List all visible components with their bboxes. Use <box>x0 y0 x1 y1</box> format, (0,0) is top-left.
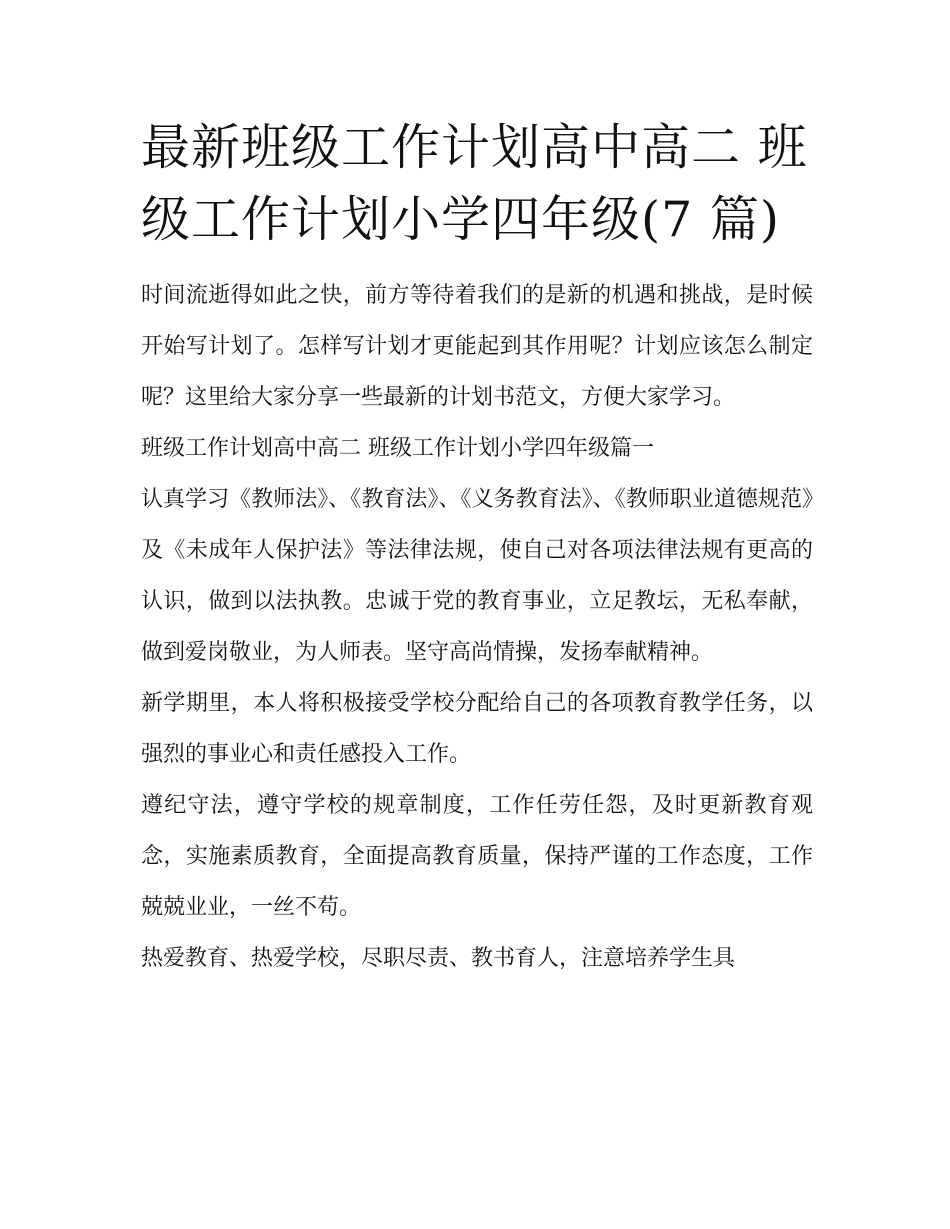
intro-paragraph: 时间流逝得如此之快，前方等待着我们的是新的机遇和挑战，是时候开始写计划了。怎样写计划才更能起到其作用呢？计划应该怎么制定呢？这里给大家分享一些最新的计划书范文，方便大家学习。 <box>141 283 813 410</box>
body-paragraph: 新学期里，本人将积极接受学校分配给自己的各项教育教学任务，以强烈的事业心和责任感投入工作。 <box>141 691 813 767</box>
document-title: 最新班级工作计划高中高二 班级工作计划小学四年级(7 篇) <box>141 119 808 248</box>
body-paragraph: 遵纪守法，遵守学校的规章制度，工作任劳任怨，及时更新教育观念，实施素质教育，全面提高教育质量，保持严谨的工作态度，工作兢兢业业，一丝不苟。 <box>141 793 813 920</box>
body-paragraph: 热爱教育、热爱学校，尽职尽责、教书育人，注意培养学生具 <box>141 946 736 971</box>
body-paragraph: 认真学习《教师法》、《教育法》、《义务教育法》、《教师职业道德规范》及《未成年人保护法》等法律法规，使自己对各项法律法规有更高的认识，做到以法执教。忠诚于党的教育事业，立足教坛，无私奉献，做到爱岗敬业，为人师表。坚守高尚情操，发扬奉献精神。 <box>141 487 813 665</box>
document-page <box>141 112 813 984</box>
section-heading: 班级工作计划高中高二 班级工作计划小学四年级篇一 <box>141 436 654 461</box>
